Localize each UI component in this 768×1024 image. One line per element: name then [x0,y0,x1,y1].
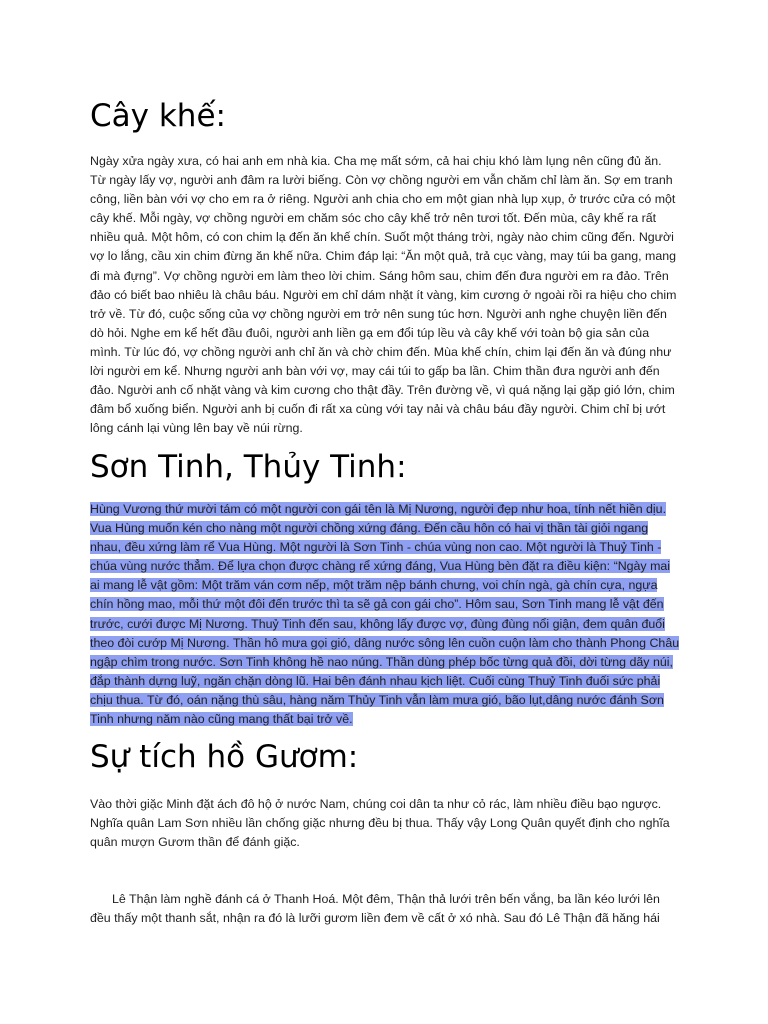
selected-text-highlight[interactable]: Hùng Vương thứ mười tám có một người con gái tên là Mị Nương, người đẹp như hoa, tính nết hiền dịu. Vua Hùng muốn kén cho nàng một người chồng xứng đáng. Đến cầu hôn có hai vị thần tài giỏi ngang nhau, đều xứng làm rể Vua Hùng. Một người là Sơn Tinh - chúa vùng non cao. Một người là Thuỷ Tinh - chúa vùng nước thẳm. Để lựa chọn được chàng rể xứng đáng, Vua Hùng bèn đặt ra điều kiện: “Ngày mai ai mang lễ vật gồm: Một trăm ván cơm nếp, một trăm nệp bánh chưng, voi chín ngà, gà chín cựa, ngựa chín hồng mao, mỗi thứ một đôi đến trước thì ta sẽ gả con gái cho”. Hôm sau, Sơn Tinh mang lễ vật đến trước, cưới được Mị Nương. Thuỷ Tinh đến sau, không lấy được vợ, đùng đùng nổi giận, đem quân đuổi theo đòi cướp Mị Nương. Thần hô mưa gọi gió, dâng nước sông lên cuồn cuộn làm cho thành Phong Châu ngập chìm trong nước. Sơn Tinh không hề nao núng. Thần dùng phép bốc từng quả đồi, dời từng dãy núi, đắp thành dựng luỹ, ngăn chặn dòng lũ. Hai bên đánh nhau kịch liệt. Cuối cùng Thuỷ Tinh đuối sức phải chịu thua. Từ đó, oán nặng thù sâu, hàng năm Thủy Tinh vẫn làm mưa gió, bão lụt,dâng nước đánh Sơn Tinh nhưng năm nào cũng mang thất bại trở về. [90,502,680,727]
paragraph-su-tich-ho-guom-2: Lê Thận làm nghề đánh cá ở Thanh Hoá. Một đêm, Thận thả lưới trên bến vắng, ba lần kéo lưới lên đều thấy một thanh sắt, nhận ra đó là lưỡi gươm liền đem về cất ở xó nhà. Sau đó Lê Thận đã hăng hái [90,892,660,926]
paragraph-son-tinh-thuy-tinh[interactable] [90,500,680,729]
paragraph-cay-khe: Ngày xửa ngày xưa, có hai anh em nhà kia. Cha mẹ mất sớm, cả hai chịu khó làm lụng nên cũng đủ ăn. Từ ngày lấy vợ, người anh đâm ra lười biếng. Còn vợ chồng người em vẫn chăm chỉ làm ăn. Sợ em tranh công, liền bàn với vợ cho em ra ở riêng. Người anh chia cho em một gian nhà lụp xụp, ở trước cửa có một cây khế. Mỗi ngày, vợ chồng người em chăm sóc cho cây khế trở nên tươi tốt. Đến mùa, cây khế ra rất nhiều quả. Một hôm, có con chim lạ đến ăn khế chín. Suốt một tháng trời, ngày nào chim cũng đến. Người vợ lo lắng, cầu xin chim đừng ăn khế nữa. Chim đáp lại: “Ăn một quả, trả cục vàng, may túi ba gang, mang đi mà đựng”. Vợ chồng người em làm theo lời chim. Sáng hôm sau, chim đến đưa người em ra đảo. Trên đảo có biết bao nhiêu là châu báu. Người em chỉ dám nhặt ít vàng, kim cương ở ngoài rồi ra hiệu cho chim trở về. Từ đó, cuộc sống của vợ chồng người em trở nên sung túc hơn. Người anh nghe chuyện liền đến dò hỏi. Nghe em kể hết đầu đuôi, người anh liền gạ em đổi túp lều và cây khế với toàn bộ gia sản của mình. Từ lúc đó, vợ chồng người anh chỉ ăn và chờ chim đến. Mùa khế chín, chim lại đến ăn và đúng như lời người em kể. Nhưng người anh bàn với vợ, may cái túi to gấp ba lần. Chim thần đưa người anh đến đảo. Người anh cố nhặt vàng và kim cương cho thật đầy. Trên đường về, vì quá nặng lại gặp gió lớn, chim đâm bổ xuống biển. Người anh bị cuốn đi rất xa cùng với tay nải và châu báu đầy người. Chim chỉ bị ướt lông cánh lại vùng lên bay về núi rừng. [90,154,677,436]
heading-cay-khe: Cây khế: [90,98,226,134]
heading-su-tich-ho-guom: Sự tích hồ Gươm: [90,739,359,775]
paragraph-su-tich-ho-guom-1: Vào thời giặc Minh đặt ách đô hộ ở nước Nam, chúng coi dân ta như cỏ rác, làm nhiều điều bạo ngược. Nghĩa quân Lam Sơn nhiều lần chống giặc nhưng đều bị thua. Thấy vậy Long Quân quyết định cho nghĩa quân mượn Gươm thần để đánh giặc. [90,797,670,850]
heading-son-tinh-thuy-tinh: Sơn Tinh, Thủy Tinh: [90,449,407,485]
